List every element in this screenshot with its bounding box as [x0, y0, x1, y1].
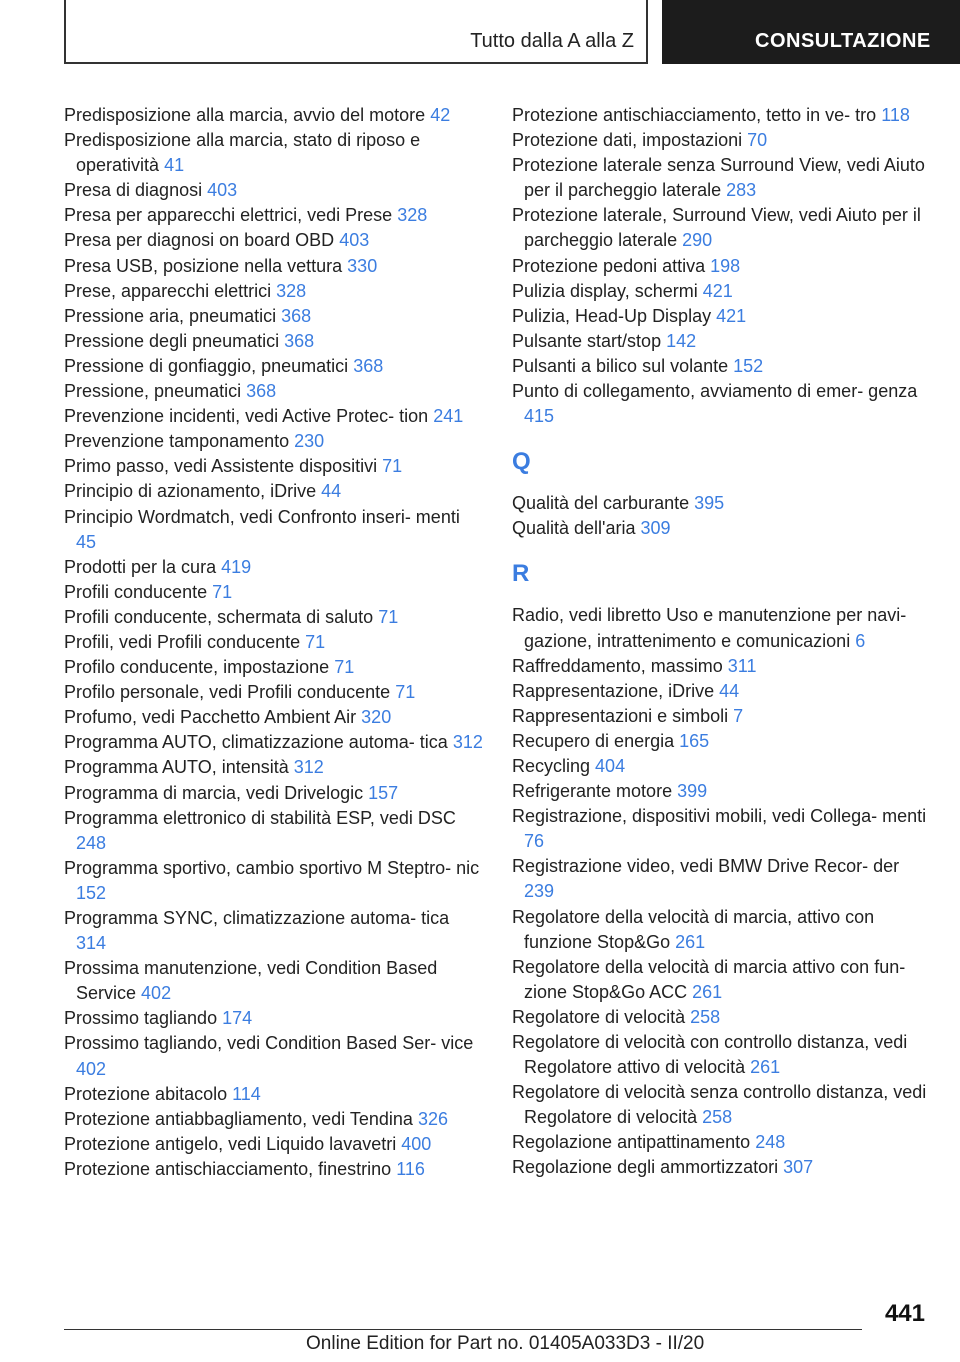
index-entry: [64, 379, 484, 404]
index-entry: [512, 804, 932, 854]
index-entry-term: Principio Wordmatch, vedi Confronto inseri‐ menti: [64, 506, 460, 527]
index-entry-term: Regolatore della velocità di marcia, attivo con funzione Stop&Go: [512, 906, 875, 952]
index-entry: [64, 329, 484, 354]
footer-edition-text: Online Edition for Part no. 01405A033D3 - II/20: [306, 1333, 705, 1354]
header-chapter-tab-label: CONSULTAZIONE: [755, 30, 931, 52]
index-entry: [64, 404, 484, 429]
index-entries-p-continued: [512, 103, 932, 429]
index-entry-page-link[interactable]: 42: [430, 105, 451, 125]
index-entry: [64, 429, 484, 454]
index-entry: [512, 203, 932, 253]
index-entry: [512, 1030, 932, 1080]
index-entry-page-link[interactable]: 368: [246, 381, 277, 402]
index-letter-heading-r: R: [512, 560, 530, 588]
index-entry: [512, 729, 932, 754]
index-entry-page-link[interactable]: 71: [378, 606, 399, 627]
index-entry-page-link[interactable]: 421: [716, 305, 747, 326]
index-entry-term: Primo passo, vedi Assistente dispositivi: [64, 456, 378, 477]
index-entry: [512, 329, 932, 354]
index-entry: [64, 906, 484, 956]
index-entry: [512, 254, 932, 279]
index-entry-page-link[interactable]: 312: [452, 732, 483, 753]
index-entry-term: Pulsanti a bilico sul volante: [512, 355, 729, 376]
index-entry-term: Protezione dati, impostazioni: [512, 130, 743, 151]
index-entry-page-link[interactable]: 142: [666, 330, 697, 351]
header-section-box: [64, 0, 648, 64]
index-entry: [64, 128, 484, 178]
index-entries-q: [512, 491, 932, 541]
index-entry: [64, 956, 484, 1006]
index-entry-page-link[interactable]: 309: [640, 518, 671, 539]
index-entry: [64, 705, 484, 730]
index-entry: [64, 454, 484, 479]
index-entry-term: Regolatore della velocità di marcia attivo con fun‐ zione Stop&Go ACC: [512, 956, 906, 1002]
index-entry: [64, 1107, 484, 1132]
index-entry: [512, 754, 932, 779]
index-letter-heading-q: Q: [512, 448, 531, 476]
index-entry-page-link[interactable]: 44: [719, 680, 740, 701]
index-entry-page-link[interactable]: 404: [595, 755, 626, 776]
index-entry-page-link[interactable]: 248: [76, 832, 107, 853]
index-entry: [64, 103, 484, 128]
index-entry-term: Raffreddamento, massimo: [512, 655, 723, 676]
index-entry-page-link[interactable]: 395: [694, 493, 725, 514]
index-entry: [64, 479, 484, 504]
index-entry-term: Pulizia display, schermi: [512, 280, 698, 301]
index-entry-term: Protezione antiabbagliamento, vedi Tendina: [64, 1108, 413, 1129]
index-entry: [64, 580, 484, 605]
index-entry: [64, 1157, 484, 1182]
index-entry-page-link[interactable]: 116: [396, 1158, 425, 1179]
index-entry: [512, 379, 932, 429]
index-entry-term: Programma AUTO, climatizzazione automa‐ tica: [64, 732, 448, 753]
index-entry-term: Programma sportivo, cambio sportivo M Steptro‐ nic: [64, 857, 480, 878]
index-entry-page-link[interactable]: 403: [207, 180, 238, 201]
index-entry-page-link[interactable]: 320: [361, 707, 392, 728]
index-entry-page-link[interactable]: 368: [353, 355, 384, 376]
index-entry: [512, 779, 932, 804]
index-entry: [64, 555, 484, 580]
index-entry: [512, 905, 932, 955]
index-entry-term: Presa per apparecchi elettrici, vedi Prese: [64, 205, 393, 226]
index-entry-page-link[interactable]: 258: [690, 1006, 721, 1027]
index-entry-term: Prevenzione incidenti, vedi Active Protec‐ tion: [64, 406, 429, 427]
index-entry-page-link[interactable]: 230: [294, 431, 325, 452]
index-entry: [512, 955, 932, 1005]
index-entry-term: Predisposizione alla marcia, avvio del motore: [64, 105, 426, 125]
index-entries-r: [512, 603, 932, 1180]
index-column-left: [64, 103, 484, 1182]
index-entry-page-link[interactable]: 328: [276, 280, 307, 301]
index-entry-term: Principio di azionamento, iDrive: [64, 481, 317, 502]
index-entry: [64, 354, 484, 379]
index-entry-page-link[interactable]: 311: [727, 655, 757, 676]
index-entry: [512, 128, 932, 153]
index-entry-term: Protezione abitacolo: [64, 1083, 228, 1104]
index-entry-term: Predisposizione alla marcia, stato di riposo e operatività: [64, 130, 421, 176]
index-entry-term: Programma AUTO, intensità: [64, 757, 289, 778]
index-entry-page-link[interactable]: 198: [710, 255, 741, 276]
index-entry: [64, 203, 484, 228]
index-entry-term: Profili conducente, schermata di saluto: [64, 606, 374, 627]
index-entry-term: Programma elettronico di stabilità ESP, vedi DSC: [64, 807, 456, 828]
index-entry: [512, 654, 932, 679]
header-section-title: Tutto dalla A alla Z: [470, 30, 634, 52]
index-entry-page-link[interactable]: 326: [417, 1108, 448, 1129]
index-entry-term: Profilo conducente, impostazione: [64, 657, 330, 678]
index-entry-page-link[interactable]: 261: [750, 1057, 781, 1078]
index-entry-page-link[interactable]: 399: [677, 781, 708, 802]
index-entry: [512, 1080, 932, 1130]
index-entry-page-link[interactable]: 248: [755, 1132, 786, 1153]
index-entry-page-link[interactable]: 165: [679, 730, 710, 751]
index-entry: [512, 1130, 932, 1155]
index-entry: [64, 279, 484, 304]
index-entry-page-link[interactable]: 400: [401, 1133, 432, 1154]
index-entry-page-link[interactable]: 70: [747, 130, 768, 151]
index-entry-term: Pressione aria, pneumatici: [64, 305, 277, 326]
index-entry: [64, 630, 484, 655]
index-entry-page-link[interactable]: 71: [212, 581, 233, 602]
index-entry: [64, 781, 484, 806]
index-entry: [64, 1031, 484, 1081]
index-entry-term: Protezione antigelo, vedi Liquido lavavetri: [64, 1133, 397, 1154]
index-entry-term: Prodotti per la cura: [64, 556, 217, 577]
index-entry-term: Recycling: [512, 755, 591, 776]
index-entry: [64, 505, 484, 555]
index-entry-page-link[interactable]: 283: [726, 180, 757, 201]
index-entry-term: Pulsante start/stop: [512, 330, 662, 351]
index-entry-term: Pulizia, Head-Up Display: [512, 305, 712, 326]
index-entry-term: Profili conducente: [64, 581, 208, 602]
index-entry-term: Protezione antischiacciamento, tetto in ve‐ tro: [512, 105, 877, 125]
index-entry-page-link[interactable]: 241: [433, 406, 464, 427]
index-entry-term: Protezione pedoni attiva: [512, 255, 706, 276]
index-entry-page-link[interactable]: 330: [347, 255, 378, 276]
index-entry: [64, 680, 484, 705]
index-entry-term: Pressione di gonfiaggio, pneumatici: [64, 355, 349, 376]
index-entry-page-link[interactable]: 157: [368, 782, 399, 803]
index-entry-term: Regolatore di velocità senza controllo distanza, vedi Regolatore di velocità: [512, 1082, 927, 1128]
index-entry: [64, 1006, 484, 1031]
index-entry-term: Protezione laterale, Surround View, vedi Aiuto per il parcheggio laterale: [512, 205, 921, 251]
index-entry: [512, 1155, 932, 1180]
index-entry-term: Protezione antischiacciamento, finestrino: [64, 1158, 392, 1179]
footer-divider: [64, 1329, 862, 1330]
index-entry: [512, 153, 932, 203]
index-entry-page-link[interactable]: 421: [702, 280, 733, 301]
index-entry-page-link[interactable]: 114: [232, 1083, 261, 1104]
index-entry-term: Radio, vedi libretto Uso e manutenzione per navi‐ gazione, intrattenimento e comunicazioni: [512, 605, 907, 651]
index-entry-term: Punto di collegamento, avviamento di emer‐ genza: [512, 381, 918, 402]
index-entry-page-link[interactable]: 419: [221, 556, 252, 577]
index-entry-page-link[interactable]: 290: [682, 230, 713, 251]
index-entry: [64, 806, 484, 856]
index-entry-page-link[interactable]: 44: [321, 481, 342, 502]
index-entry: [512, 103, 932, 128]
index-entry: [64, 1082, 484, 1107]
index-entry-term: Registrazione, dispositivi mobili, vedi Collega‐ menti: [512, 806, 927, 827]
index-entry-page-link[interactable]: 71: [395, 682, 416, 703]
index-entry-term: Prese, apparecchi elettrici: [64, 280, 272, 301]
index-entry-term: Qualità dell'aria: [512, 518, 636, 539]
index-entry-term: Regolatore di velocità: [512, 1006, 686, 1027]
index-entry-term: Protezione laterale senza Surround View, vedi Aiuto per il parcheggio laterale: [512, 155, 925, 201]
index-entry-term: Prossimo tagliando, vedi Condition Based Ser‐ vice: [64, 1033, 474, 1054]
index-entry-page-link[interactable]: 258: [702, 1107, 733, 1128]
index-entry-term: Recupero di energia: [512, 730, 675, 751]
index-entry-page-link[interactable]: 71: [305, 631, 326, 652]
index-entry: [512, 491, 932, 516]
index-entry-page-link[interactable]: 45: [76, 531, 97, 552]
index-entry-page-link[interactable]: 403: [339, 230, 370, 251]
index-entry: [512, 304, 932, 329]
index-entry-term: Programma SYNC, climatizzazione automa‐ tica: [64, 908, 450, 928]
index-entry: [64, 228, 484, 253]
index-entry-term: Presa di diagnosi: [64, 180, 203, 201]
index-entry: [64, 730, 484, 755]
index-entry-term: Prossimo tagliando: [64, 1008, 218, 1029]
index-entry-page-link[interactable]: 7: [733, 705, 744, 726]
index-entry-page-link[interactable]: 41: [164, 155, 185, 176]
index-entry-page-link[interactable]: 71: [334, 657, 355, 678]
index-entry-term: Prevenzione tamponamento: [64, 431, 290, 452]
index-entry-page-link[interactable]: 368: [284, 330, 315, 351]
index-entry-term: Programma di marcia, vedi Drivelogic: [64, 782, 364, 803]
index-entry-page-link[interactable]: 118: [881, 105, 910, 125]
header-chapter-tab: [662, 0, 960, 64]
index-entry-term: Pressione, pneumatici: [64, 381, 242, 402]
index-entry: [64, 755, 484, 780]
index-entry-term: Regolazione degli ammortizzatori: [512, 1157, 779, 1178]
index-entry-page-link[interactable]: 6: [855, 630, 866, 651]
index-entry: [64, 605, 484, 630]
index-entry-term: Prossima manutenzione, vedi Condition Based Service: [64, 958, 438, 1004]
index-entry-term: Profili, vedi Profili conducente: [64, 631, 301, 652]
index-entry: [512, 354, 932, 379]
index-entry-term: Regolatore di velocità con controllo distanza, vedi Regolatore attivo di velocità: [512, 1032, 908, 1078]
index-entry-page-link[interactable]: 402: [76, 1058, 107, 1079]
page-number: 441: [884, 1300, 925, 1327]
index-entry-term: Rappresentazione, iDrive: [512, 680, 715, 701]
index-entry: [64, 254, 484, 279]
index-entry: [512, 854, 932, 904]
index-entry: [64, 856, 484, 906]
index-entry-page-link[interactable]: 261: [692, 981, 723, 1002]
index-entry-term: Presa USB, posizione nella vettura: [64, 255, 343, 276]
index-entry-term: Presa per diagnosi on board OBD: [64, 230, 335, 251]
index-entry: [64, 1132, 484, 1157]
index-entry: [512, 603, 932, 653]
index-entry: [64, 178, 484, 203]
index-entry: [64, 655, 484, 680]
index-entry-term: Pressione degli pneumatici: [64, 330, 280, 351]
index-entry: [512, 704, 932, 729]
index-entry-page-link[interactable]: 239: [524, 881, 555, 902]
index-column-right: [512, 103, 932, 1181]
index-entry: [512, 679, 932, 704]
index-entry-term: Profumo, vedi Pacchetto Ambient Air: [64, 707, 357, 728]
index-entry-page-link[interactable]: 402: [141, 983, 172, 1004]
index-entry: [64, 304, 484, 329]
index-entry-page-link[interactable]: 261: [675, 931, 706, 952]
index-entry: [512, 516, 932, 541]
index-entry-term: Refrigerante motore: [512, 781, 673, 802]
index-entry-page-link[interactable]: 152: [76, 882, 107, 903]
index-entry-page-link[interactable]: 71: [382, 456, 403, 477]
index-entry-page-link[interactable]: 307: [783, 1157, 814, 1178]
index-entry-term: Registrazione video, vedi BMW Drive Recor‐ der: [512, 856, 900, 877]
index-entry-page-link[interactable]: 368: [281, 305, 312, 326]
index-entry-term: Profilo personale, vedi Profili conducente: [64, 682, 391, 703]
index-entry-page-link[interactable]: 174: [222, 1008, 253, 1029]
index-entry-page-link[interactable]: 314: [76, 933, 107, 954]
index-entry-term: Qualità del carburante: [512, 493, 690, 514]
index-entry-term: Regolazione antipattinamento: [512, 1132, 751, 1153]
index-entry-page-link[interactable]: 328: [397, 205, 428, 226]
index-entry: [512, 1005, 932, 1030]
index-entry-page-link[interactable]: 415: [524, 406, 555, 427]
index-entry: [512, 279, 932, 304]
index-entry-page-link[interactable]: 152: [733, 355, 764, 376]
index-entry-term: Rappresentazioni e simboli: [512, 705, 729, 726]
index-entry-page-link[interactable]: 312: [293, 757, 324, 778]
index-entry-page-link[interactable]: 76: [524, 831, 545, 852]
